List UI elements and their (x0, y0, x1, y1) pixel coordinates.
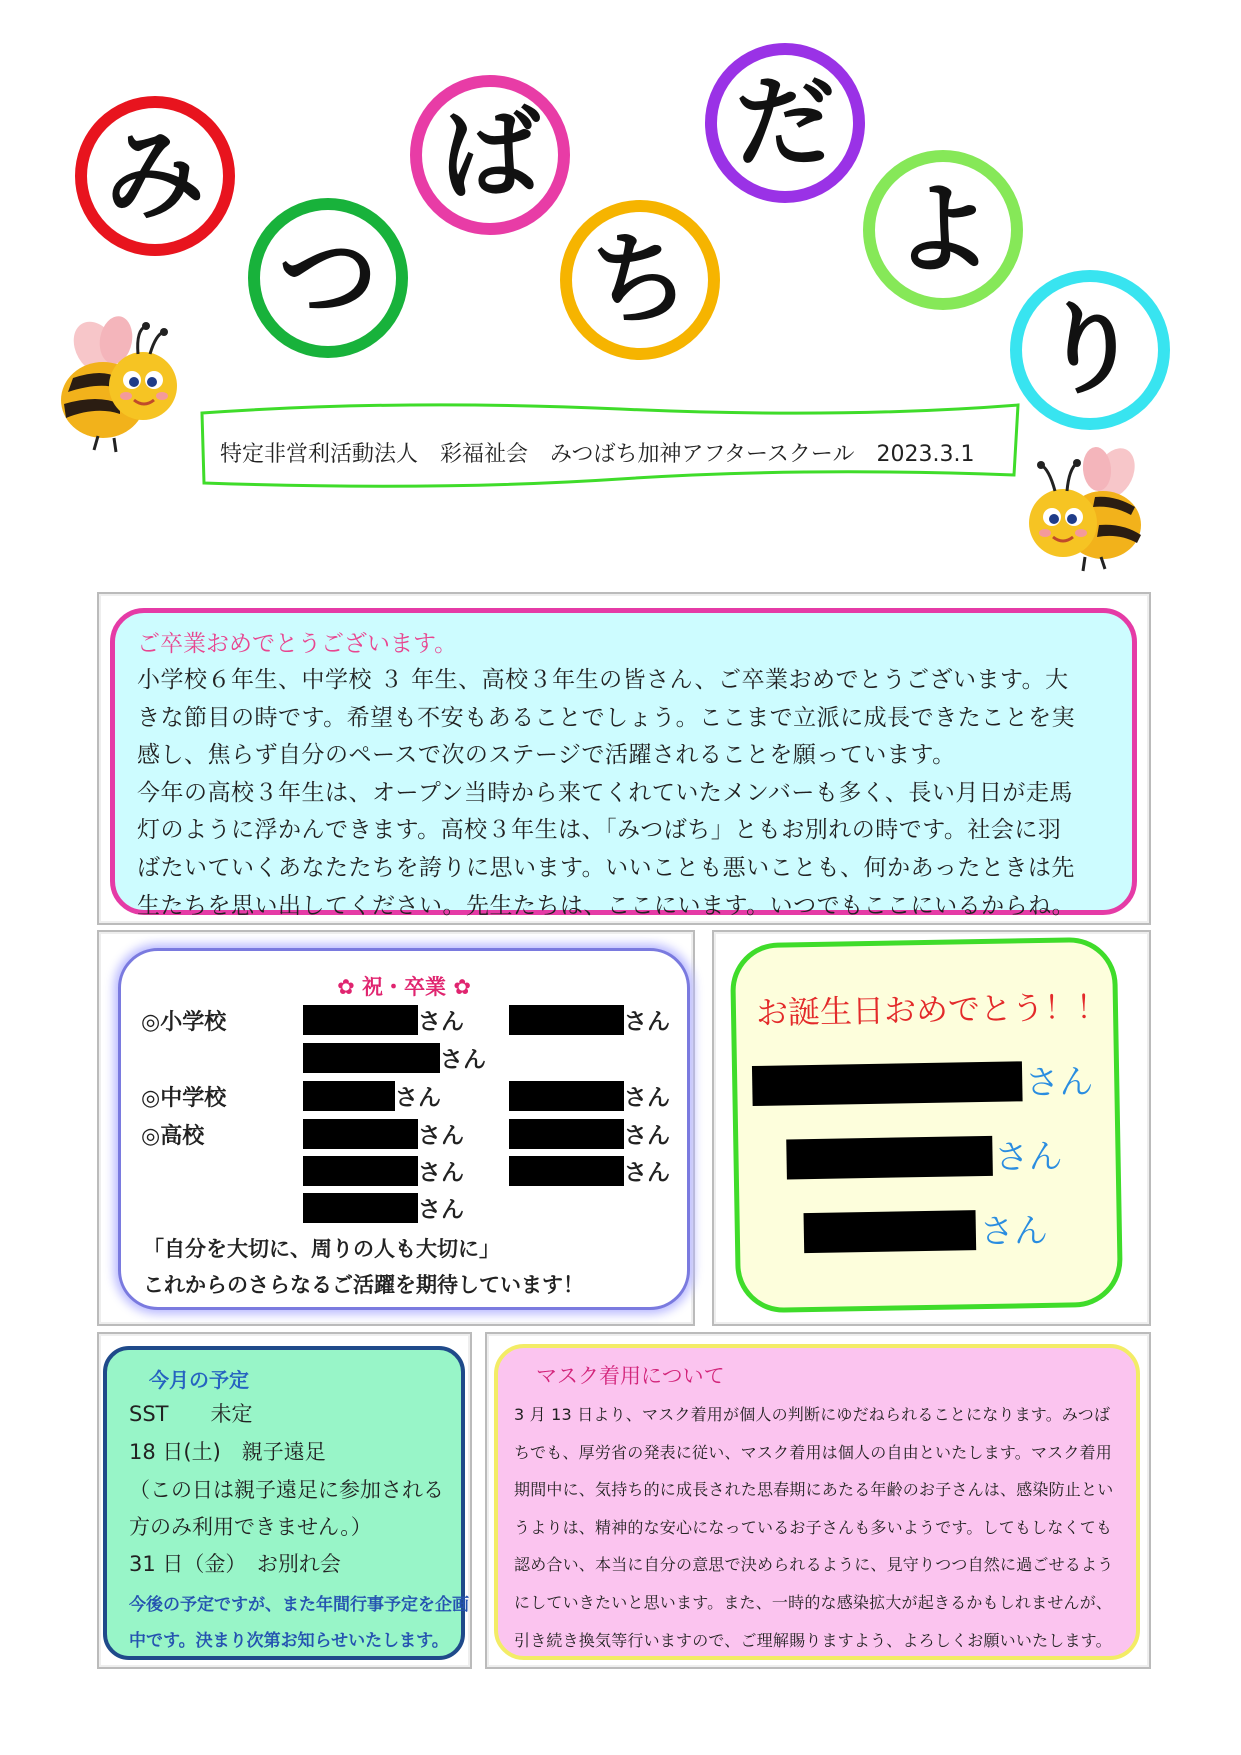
mask-line: 引き続き換気等行いますので、ご理解賜りますよう、よろしくお願いいたします。 (514, 1630, 1112, 1650)
redacted-name (303, 1119, 418, 1149)
flower-icon: ✿ (337, 975, 355, 999)
title-char-da: だ (705, 43, 865, 203)
schedule-item: 18 日(土) 親子遠足 (129, 1440, 326, 1464)
schedule-note: 中です。決まり次第お知らせいたします。 (129, 1631, 449, 1651)
mask-line: ちでも、厚労省の発表に従い、マスク着用は個人の自由といたします。マスク着用 (514, 1442, 1112, 1462)
mask-line: うよりは、精神的な安心になっているお子さんも多いようです。してもしなくても (514, 1517, 1113, 1537)
bee-illustration-left (58, 308, 188, 462)
schedule-title: 今月の予定 (149, 1368, 249, 1392)
redacted-name (509, 1005, 624, 1035)
congrats-title-text: 祝・卒業 (362, 975, 446, 999)
organization-banner (200, 395, 1020, 490)
schedule-box (103, 1346, 469, 1660)
bee-illustration-right (1015, 445, 1155, 589)
redacted-name (804, 1210, 977, 1253)
redacted-name (303, 1081, 395, 1111)
mask-policy-box (494, 1344, 1140, 1660)
title-char-ri: り (1010, 270, 1170, 430)
birthday-title: お誕生日おめでとう！！ (755, 987, 1109, 1032)
redacted-name (303, 1193, 418, 1223)
graduation-line: 小学校６年生、中学校 ３ 年生、高校３年生の皆さん、ご卒業おめでとうございます。大 (137, 667, 1069, 693)
title-char-yo: よ (863, 150, 1023, 310)
redacted-name (786, 1136, 993, 1180)
san-suffix: さん (624, 1123, 670, 1149)
flower-icon: ✿ (453, 975, 471, 999)
san-suffix: さん (395, 1085, 441, 1111)
graduation-line: 感し、焦らず自分のペースで次のステージで活躍されることを願っています。 (137, 742, 956, 769)
redacted-name (752, 1061, 1023, 1106)
san-suffix: さん (624, 1009, 670, 1035)
redacted-name (303, 1005, 418, 1035)
redacted-name (303, 1156, 418, 1186)
san-suffix: さん (994, 1136, 1063, 1178)
organization-date-text: 特定非営利活動法人 彩福祉会 みつばち加神アフタースクール 2023.3.1 (220, 442, 975, 467)
title-char-chi: ち (560, 200, 720, 360)
schedule-item: SST 未定 (129, 1402, 253, 1426)
junior-high-label: ◎中学校 (141, 1086, 227, 1111)
schedule-item: 方のみ利用できません。） (129, 1515, 372, 1539)
san-suffix: さん (418, 1123, 464, 1149)
mask-line: 期間中に、気持ち的に成長された思春期にあたる年齢のお子さんは、感染防止とい (514, 1480, 1114, 1500)
redacted-name (303, 1043, 440, 1073)
graduation-title: ご卒業おめでとうございます。 (137, 631, 458, 657)
schedule-item: （この日は親子遠足に参加される (129, 1478, 444, 1502)
schedule-note: 今後の予定ですが、また年間行事予定を企画 (129, 1595, 469, 1615)
mask-body (514, 1396, 1134, 1659)
high-school-label: ◎高校 (141, 1124, 205, 1149)
motto-text: 「自分を大切に、周りの人も大切に」 (143, 1237, 500, 1261)
birthday-box (730, 937, 1123, 1314)
san-suffix: さん (418, 1009, 464, 1035)
san-suffix: さん (418, 1160, 464, 1186)
mask-line: 認め合い、本当に自分の意思で決められるように、見守りつつ自然に過ごせるよう (514, 1555, 1114, 1575)
graduation-line: 生たちを思い出してください。先生たちは、ここにいます。いつでもここにいるからね。 (137, 892, 1076, 919)
mask-line: にしていきたいと思います。また、一時的な感染拡大が起きるかもしれませんが、 (514, 1592, 1113, 1612)
redacted-name (509, 1156, 624, 1186)
graduates-list-box (118, 948, 690, 1310)
mask-title: マスク着用について (536, 1364, 725, 1388)
mask-line: 3 月 13 日より、マスク着用が個人の判断にゆだねられることになります。みつば (514, 1405, 1111, 1424)
graduation-line: ばたいていくあなたたちを誇りに思います。いいことも悪いことも、何かあったときは先 (137, 854, 1075, 881)
schedule-item: 31 日（金） お別れ会 (129, 1552, 341, 1576)
wish-text: これからのさらなるご活躍を期待しています！ (143, 1273, 584, 1297)
san-suffix: さん (440, 1047, 486, 1073)
congrats-title (121, 971, 687, 1001)
redacted-name (509, 1081, 624, 1111)
graduation-message-box (110, 608, 1137, 919)
elementary-label: ◎小学校 (141, 1010, 227, 1035)
title-char-ba: ば (410, 75, 570, 235)
title-char-tsu: つ (248, 198, 408, 358)
san-suffix: さん (979, 1210, 1049, 1253)
san-suffix: さん (624, 1085, 670, 1111)
graduation-line: 灯のように浮かんできます。高校３年生は、「みつばち」ともお別れの時です。社会に羽 (137, 817, 1062, 844)
graduation-body (137, 662, 1116, 925)
san-suffix: さん (624, 1160, 670, 1186)
san-suffix: さん (1024, 1062, 1094, 1104)
title-char-mi: み (75, 96, 235, 256)
san-suffix: さん (418, 1197, 464, 1223)
graduation-line: きな節目の時です。希望も不安もあることでしょう。ここまで立派に成長できたことを実 (137, 704, 1076, 731)
graduation-line: 今年の高校３年生は、オープン当時から来てくれていたメンバーも多く、長い月日が走馬 (137, 779, 1073, 806)
redacted-name (509, 1119, 624, 1149)
